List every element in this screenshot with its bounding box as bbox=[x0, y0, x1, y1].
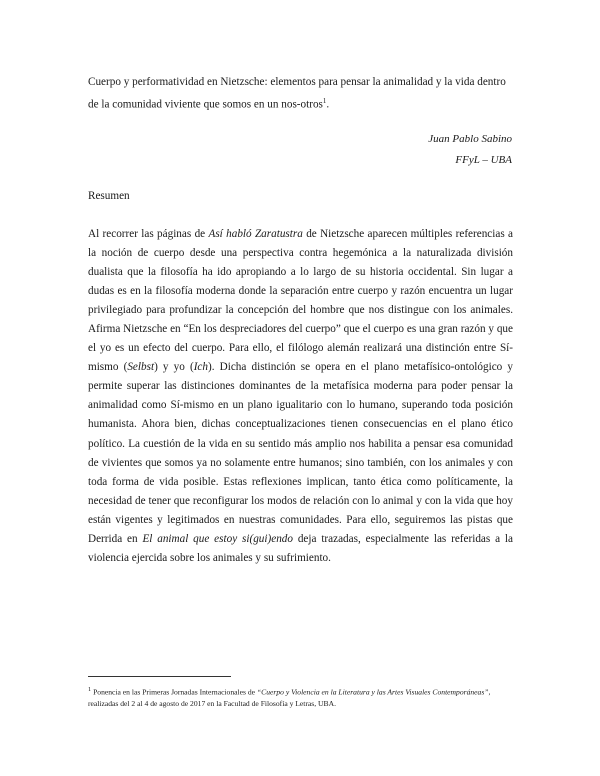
abstract-text: ) y yo ( bbox=[154, 361, 194, 374]
footnote-text: Ponencia en las Primeras Jornadas Internacionales de bbox=[91, 687, 257, 697]
footnote-marker: 1 bbox=[88, 686, 92, 693]
author-block bbox=[428, 129, 512, 171]
abstract-paragraph bbox=[88, 225, 513, 568]
abstract-text: deja trazadas, especialmente las referidas a la violencia ejercida sobre los animales y su sufrimiento. bbox=[88, 532, 513, 564]
paper-title-text: Cuerpo y performatividad en Nietzsche: elementos para pensar la animalidad y la vida dentro de la comunidad viviente que somos en un nos-otros bbox=[88, 76, 506, 111]
section-heading: Resumen bbox=[88, 190, 130, 202]
author-affiliation: FFyL – UBA bbox=[455, 154, 512, 166]
footnote bbox=[88, 684, 513, 709]
work-title: Así habló Zaratustra bbox=[208, 228, 303, 240]
footnote-text: , realizadas del 2 al 4 de agosto de 2017 en la Facultad de Filosofía y Letras, UBA. bbox=[88, 687, 491, 708]
author-name: Juan Pablo Sabino bbox=[428, 133, 512, 145]
abstract-text: Al recorrer las páginas de bbox=[88, 228, 209, 240]
paper-title: Cuerpo y performatividad en Nietzsche: elementos para pensar la animalidad y la vida dentro de la comunidad viviente que somos en un nos-otros$^1$. bbox=[88, 76, 506, 111]
footnote-reference: 1 bbox=[322, 97, 327, 105]
german-term: Ich bbox=[193, 361, 208, 374]
footnote-divider bbox=[88, 676, 231, 677]
event-title: “Cuerpo y Violencia en la Literatura y las Artes Visuales Contemporáneas” bbox=[256, 687, 489, 697]
abstract-text: ). Dicha distinción se opera en el plano metafísico-ontológico y permite superar las distinciones dominantes de la metafísica moderna para poder pensar la animalidad como Sí-mismo en un plano igualitario con lo humano, superando toda posición humanista. Ahora bien, dichas conceptualizaciones tienen consecuencias en el plano ético político. La cuestión de la vida en su sentido más amplio nos habilita a pensar esa comunidad de vivientes que somos ya no solamente entre humanos; sino también, con los animales y con toda forma de vida posible. Estas reflexiones implican, tanto ética como políticamente, la necesidad de tener que reconfigurar los modos de relación con lo animal y con la vida que hoy están vigentes y legitimados en nuestras comunidades. Para ello, seguiremos las pistas que Derrida en bbox=[88, 361, 513, 545]
abstract-text: de Nietzsche aparecen múltiples referencias a la noción de cuerpo desde una perspectiva contra hegemónica a la naturalizada división dualista que la filosofía ha ido apropiando a lo largo de su historia occidental. Sin lugar a dudas es en la filosofía moderna donde la separación entre cuerpo y razón encuentra un lugar privilegiado para profundizar la concepción del hombre que nos distingue con los animales. Afirma Nietzsche en “En los despreciadores del cuerpo” que el cuerpo es una gran razón y que el yo es un efecto del cuerpo. Para ello, el filólogo alemán realizará una distinción entre Sí-mismo ( bbox=[88, 228, 514, 374]
work-title: El animal que estoy si(gui)endo bbox=[142, 532, 293, 545]
german-term: Selbst bbox=[127, 361, 155, 374]
